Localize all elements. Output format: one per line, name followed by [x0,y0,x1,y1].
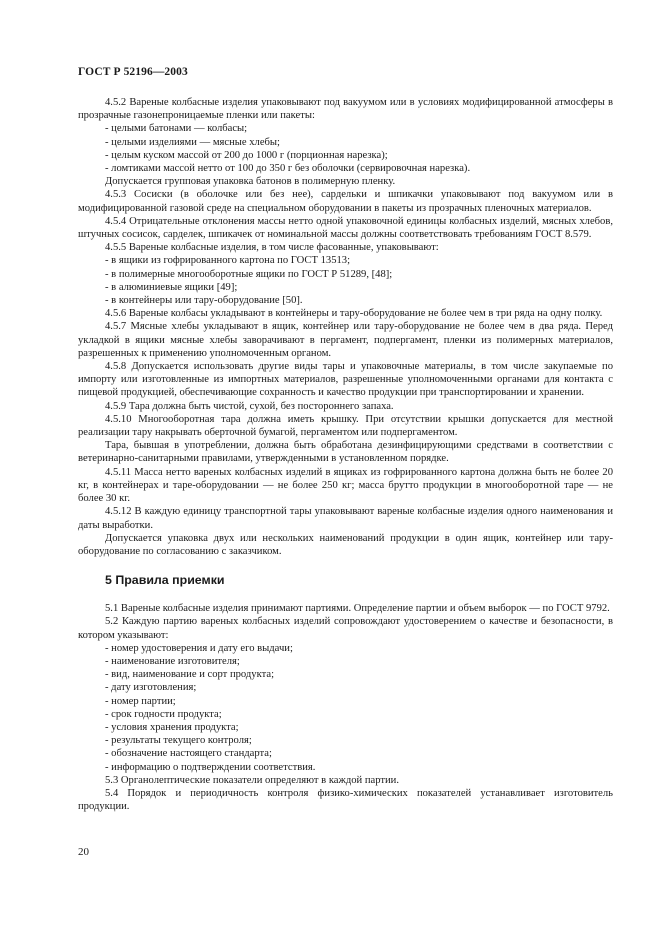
paragraph: 4.5.10 Многооборотная тара должна иметь крышку. При отсутствии крышки допускается для местной реализации тару накрывать оберточной бумагой, пергаментом или подпергаментом. [78,413,613,439]
paragraph: 4.5.12 В каждую единицу транспортной тары упаковывают вареные колбасные изделия одного наименования и даты выработки. [78,506,613,531]
list-item: - информацию о подтверждении соответствия. [105,761,316,773]
paragraph: Допускается групповая упаковка батонов в полимерную пленку. [105,176,396,188]
list-item: - в алюминиевые ящики [49]; [105,281,238,293]
page-number: 20 [78,846,89,858]
paragraph: 4.5.3 Сосиски (в оболочке или без нее), сардельки и шпикачки упаковывают под вакуумом или в модифицированной газовой среде на специальном оборудовании в пакеты из прозрачных пленочных материалов. [78,189,613,214]
paragraph: 4.5.7 Мясные хлебы укладывают в ящик, контейнер или тару-оборудование не более чем в два ряда. Перед укладкой в ящики мясные хлебы заворачивают в пергамент, подпергамент, пленки из полимерных материалов, разрешенных к применению уполномоченным органом. [78,321,613,359]
list-item: - в ящики из гофрированного картона по ГОСТ 13513; [105,255,351,267]
list-item: - срок годности продукта; [105,708,222,720]
page-header: ГОСТ Р 52196—2003 [78,66,188,78]
paragraph: 5.3 Органолептические показатели определяют в каждой партии. [105,774,399,786]
document-body [78,96,613,813]
paragraph: 4.5.11 Масса нетто вареных колбасных изделий в ящиках из гофрированного картона должна быть не более 20 кг, в контейнерах и таре-оборудовании — не более 250 кг; масса брутто продукции в многооборотной таре — не более 30 кг. [78,466,613,505]
paragraph: 4.5.8 Допускается использовать другие виды тары и упаковочные материалы, в том числе закупаемые по импорту или изготовленные из импортных материалов, разрешенные уполномоченными органами для контакта с пищевой продукцией, обеспечивающие сохранность и качество продукции при транспортировании и хранении. [78,361,613,399]
list-item: - номер партии; [105,695,176,707]
paragraph: 4.5.5 Вареные колбасные изделия, в том числе фасованные, упаковывают: [105,242,439,254]
list-item: - в контейнеры или тару-оборудование [50]. [105,295,303,307]
list-item: - ломтиками массой нетто от 100 до 350 г без оболочки (сервировочная нарезка). [105,163,471,175]
paragraph: 5.1 Вареные колбасные изделия принимают партиями. Определение партии и объем выборок — по ГОСТ 9792. [105,603,610,615]
section-heading: 5 Правила приемки [105,573,225,588]
list-item: - результаты текущего контроля; [105,735,252,747]
paragraph: 4.5.9 Тара должна быть чистой, сухой, без постороннего запаха. [105,400,394,412]
paragraph: 4.5.4 Отрицательные отклонения массы нетто одной упаковочной единицы колбасных изделий, мясных хлебов, штучных сосисок, сарделек, шпикачек от номинальной массы должны соответствовать требованиям ГОСТ 8.579. [78,215,613,241]
paragraph: 5.4 Порядок и периодичность контроля физико-химических показателей устанавливает изготовитель продукции. [78,787,613,813]
list-item: - наименование изготовителя; [105,655,240,667]
list-item: - целыми батонами — колбасы; [105,123,248,135]
list-item: - в полимерные многооборотные ящики по ГОСТ Р 51289, [48]; [105,268,393,280]
list-item: - условия хранения продукта; [105,721,239,733]
paragraph: 4.5.2 Вареные колбасные изделия упаковывают под вакуумом или в условиях модифицированной атмосферы в прозрачные газонепроницаемые пленки или пакеты: [78,97,613,122]
paragraph: 5.2 Каждую партию вареных колбасных изделий сопровождают удостоверением о качестве и безопасности, в котором указывают: [78,616,613,641]
list-item: - вид, наименование и сорт продукта; [105,669,275,681]
list-item: - номер удостоверения и дату его выдачи; [105,642,293,654]
list-item: - целым куском массой от 200 до 1000 г (порционная нарезка); [105,149,388,161]
paragraph: Допускается упаковка двух или нескольких наименований продукции в один ящик, контейнер или тару-оборудование по согласованию с заказчиком. [78,532,613,557]
paragraph: 4.5.6 Вареные колбасы укладывают в контейнеры и тару-оборудование не более чем в три ряда на одну полку. [105,308,603,320]
list-item: - целыми изделиями — мясные хлебы; [105,136,280,148]
list-item: - дату изготовления; [105,682,197,694]
paragraph: Тара, бывшая в употреблении, должна быть обработана дезинфицирующими средствами в соответствии с ветеринарно-санитарными правилами, утвержденными в установленном порядке. [78,440,613,465]
list-item: - обозначение настоящего стандарта; [105,748,272,760]
